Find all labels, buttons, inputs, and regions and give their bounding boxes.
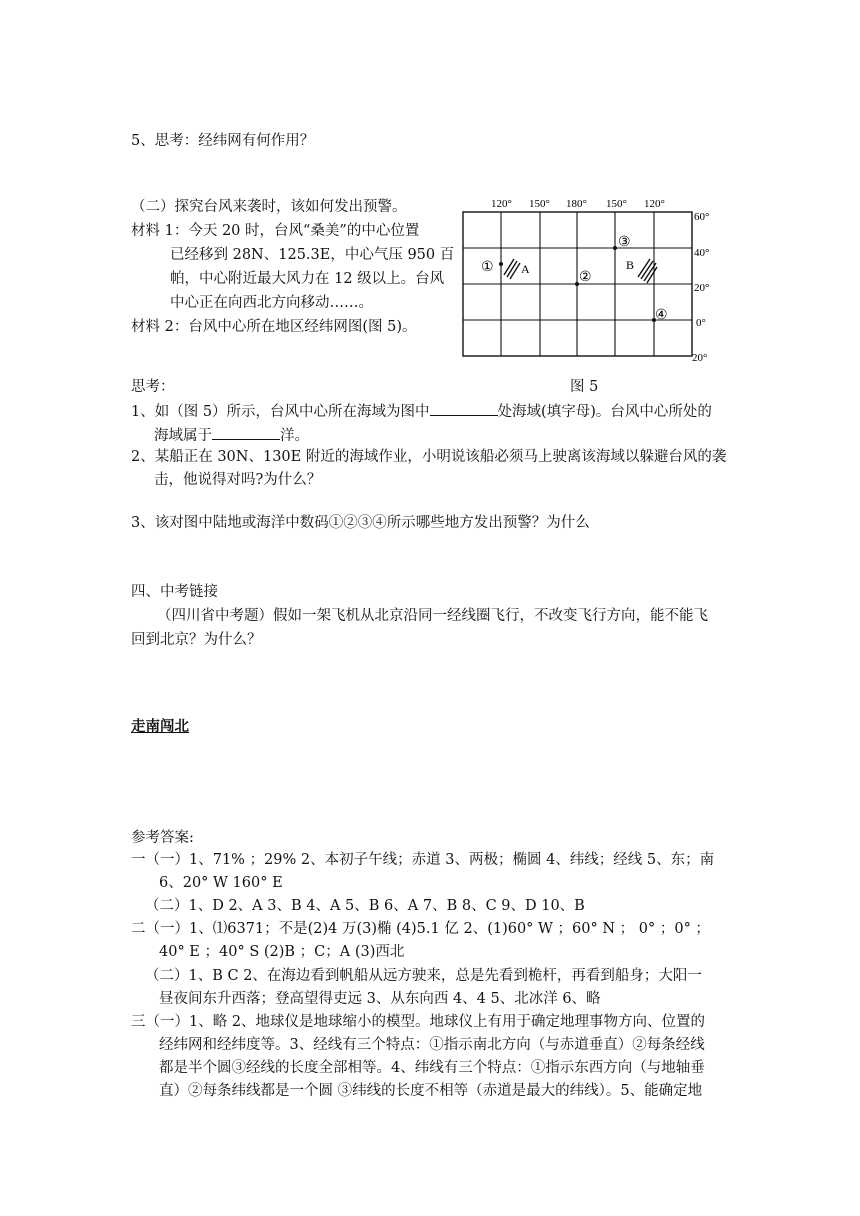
point-2-label: ② <box>579 270 592 285</box>
typhoon-hatch-a <box>504 259 520 279</box>
top-label-180: 180° <box>566 198 587 210</box>
zou-nan-chuang-bei-title: 走南闯北 <box>131 719 189 735</box>
answer-line-11: 直）②每条纬线都是一个圆 ③纬线的长度不相等（赤道是最大的纬线）。5、能确定地 <box>159 1083 703 1099</box>
answer-line-8: 三（一）1、略 2、地球仪是地球缩小的模型。地球仪上有用于确定地理事物方向、位置的 <box>131 1014 706 1030</box>
think-q1-line-1: 1、如（图 5）所示，台风中心所在海域为图中 处海域(填字母)。台风中心所处的 <box>131 400 712 422</box>
point-3-dot <box>613 246 617 250</box>
answer-line-9: 经纬网和经纬度等。3、经线有三个特点：①指示南北方向（与赤道垂直）②每条经线 <box>159 1037 705 1053</box>
material-1-line-4: 中心正在向西北方向移动……。 <box>170 295 373 311</box>
point-1-label: ① <box>481 260 494 275</box>
answer-line-6: （二）1、B C 2、在海边看到帆船从远方驶来，总是先看到桅杆，再看到船身；大阳一 <box>145 968 702 984</box>
section-4-line-2: 回到北京？为什么？ <box>131 632 262 648</box>
right-label-0: 0° <box>696 317 706 329</box>
think-q1-line-2: 海域属于 洋。 <box>154 424 309 446</box>
answer-line-3: （二）1、D 2、A 3、B 4、A 5、B 6、A 7、B 8、C 9、D 10、B <box>145 898 585 914</box>
area-label-b: B <box>626 258 635 272</box>
top-label-150-west: 150° <box>529 198 550 210</box>
question-5: 5、思考：经纬网有何作用？ <box>131 133 315 149</box>
think-label: 思考： <box>131 379 175 395</box>
material-1-line-2: 已经移到 28N、125.3E，中心气压 950 百 <box>170 247 455 263</box>
top-label-120-east: 120° <box>644 198 665 210</box>
figure-5-caption: 图 5 <box>570 379 599 395</box>
point-4-label: ④ <box>655 308 668 323</box>
material-1-line-1: 材料 1：今天 20 时，台风“桑美”的中心位置 <box>131 223 420 239</box>
answer-line-5: 40° E ；40° S (2)B ；C；A (3)西北 <box>159 944 405 960</box>
point-3-label: ③ <box>618 235 631 250</box>
answer-blank-letter[interactable] <box>430 400 498 416</box>
answer-line-2: 6、20° W 160° E <box>159 875 283 891</box>
material-1-line-3: 帕，中心附近最大风力在 12 级以上。台风 <box>170 271 445 287</box>
answer-line-10: 都是半个圆③经线的长度全部相等。4、纬线有三个特点：①指示东西方向（与地轴垂 <box>159 1060 705 1076</box>
right-label-60: 60° <box>694 211 710 223</box>
top-label-120-west: 120° <box>491 198 512 210</box>
answer-line-1: 一（一）1、71% ；29% 2、本初子午线；赤道 3、两极；椭圆 4、纬线；经线 5、东；南 <box>131 852 715 868</box>
answer-line-7: 昼夜间东升西落；登高望得吏远 3、从东向西 4、4 5、北冰洋 6、略 <box>159 991 601 1007</box>
answer-line-4: 二（一）1、⑴6371；不是(2)4 万(3)椭 (4)5.1 亿 2、(1)60° W ；60° N ； 0° ；0° ； <box>131 921 710 937</box>
section-4-heading: 四、中考链接 <box>131 584 218 600</box>
think-q3: 3、该对图中陆地或海洋中数码①②③④所示哪些地方发出预警？为什么 <box>131 515 590 531</box>
top-label-150-east: 150° <box>606 198 627 210</box>
section-4-line-1: （四川省中考题）假如一架飞机从北京沿同一经线圈飞行，不改变飞行方向，能不能飞 <box>157 608 708 624</box>
area-label-a: A <box>521 262 530 276</box>
section-2-heading: （二）探究台风来袭时，该如何发出预警。 <box>131 199 407 215</box>
think-q2-line-2: 击，他说得对吗?为什么？ <box>154 472 322 488</box>
think-q2-line-1: 2、某船正在 30N、130E 附近的海域作业，小明说该船必须马上驶离该海域以躲避台风的袭 <box>131 449 727 465</box>
figure-5-grid-map <box>458 193 720 365</box>
right-label-20-n: 20° <box>694 282 710 294</box>
material-2: 材料 2：台风中心所在地区经纬网图(图 5)。 <box>131 319 417 335</box>
answers-heading: 参考答案: <box>131 830 194 846</box>
answer-blank-ocean[interactable] <box>212 424 280 440</box>
right-label-20-s: 20° <box>692 352 708 364</box>
point-1-dot <box>499 262 503 266</box>
right-label-40: 40° <box>694 247 710 259</box>
